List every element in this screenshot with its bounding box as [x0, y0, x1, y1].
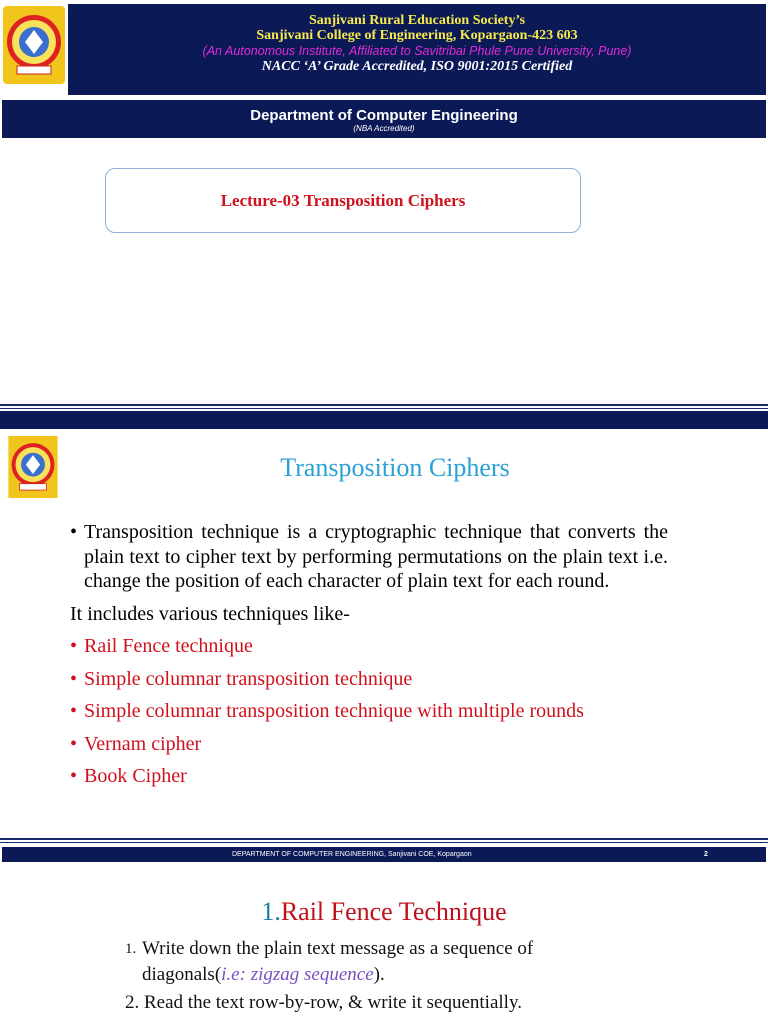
slide-title: Transposition Ciphers	[280, 453, 510, 482]
department-accreditation: (NBA Accredited)	[353, 124, 415, 133]
technique-item	[70, 634, 668, 659]
society-name: Sanjivani Rural Education Society’s	[308, 13, 526, 28]
step-item	[125, 936, 625, 962]
step-item	[125, 990, 625, 1016]
bullet-marker: •	[70, 521, 78, 543]
bullet-marker: •	[70, 700, 78, 722]
slide-separator	[0, 404, 768, 406]
technique-label: Simple columnar transposition technique	[84, 667, 413, 690]
lecture-title-box	[105, 168, 581, 233]
step-text-prefix: diagonals(	[142, 964, 222, 985]
includes-text: It includes various techniques like-	[70, 602, 350, 625]
bullet-marker: •	[70, 765, 78, 787]
college-logo	[3, 6, 65, 84]
step-item-continued	[125, 962, 625, 988]
step-text-italic: i.e: zigzag sequence	[221, 964, 374, 985]
page-number: 2	[704, 851, 708, 858]
technique-label: Vernam cipher	[84, 732, 202, 755]
slide-body	[70, 520, 668, 789]
footer-separator-thin	[0, 842, 768, 843]
footer-text: DEPARTMENT OF COMPUTER ENGINEERING, Sanjivani COE, Kopargaon	[232, 851, 472, 858]
technique-item	[70, 699, 668, 724]
steps-list	[125, 936, 625, 1016]
footer-separator	[0, 838, 768, 840]
section-title-text: Rail Fence Technique	[280, 897, 507, 926]
college-logo-small	[4, 436, 62, 498]
intro-bullet	[70, 520, 668, 594]
slide-footer	[2, 847, 766, 862]
department-name: Department of Computer Engineering	[250, 107, 518, 124]
department-bar	[2, 100, 766, 138]
section-number: 1.	[261, 897, 281, 926]
technique-item	[70, 732, 668, 757]
step-text-suffix: ).	[373, 964, 385, 985]
bullet-marker: •	[70, 667, 78, 690]
lecture-title: Lecture-03 Transposition Ciphers	[220, 190, 466, 210]
technique-item	[70, 667, 668, 692]
college-name: Sanjivani College of Engineering, Kopargaon-423 603	[256, 28, 578, 43]
technique-label: Simple columnar transposition technique with multiple rounds	[84, 700, 584, 722]
bullet-marker: •	[70, 732, 78, 755]
technique-item	[70, 764, 668, 789]
slide-separator-thin	[0, 408, 768, 409]
step-number: 1.	[125, 941, 137, 957]
accreditation-text: NACC ‘A’ Grade Accredited, ISO 9001:2015 Certified	[261, 59, 573, 74]
technique-label: Rail Fence technique	[84, 635, 253, 657]
institution-header	[68, 4, 766, 95]
bullet-marker: •	[70, 635, 78, 657]
slide-top-strip	[0, 411, 768, 429]
step-text: Write down the plain text message as a sequence of	[142, 938, 534, 959]
section-title	[200, 895, 568, 929]
technique-label: Book Cipher	[84, 765, 187, 787]
affiliation-text: (An Autonomous Institute, Affiliated to Savitribai Phule Pune University, Pune)	[202, 44, 632, 58]
step-text-continued	[142, 962, 385, 988]
step-text: 2. Read the text row-by-row, & write it sequentially.	[125, 992, 522, 1013]
intro-text: Transposition technique is a cryptographic technique that converts the plain text to cipher text by performing permutations on the plain text i.e. change the position of each character of plain text for each round.	[84, 521, 668, 592]
